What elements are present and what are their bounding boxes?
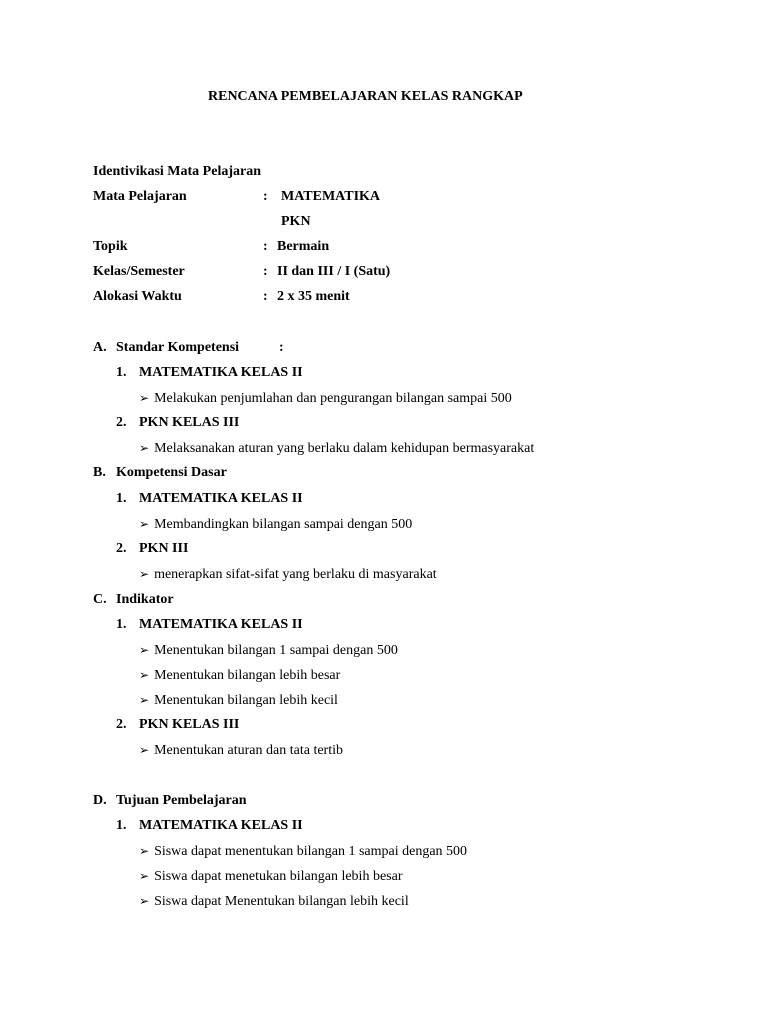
- section-d-marker: D.: [93, 793, 107, 808]
- id-label-mata-pelajaran: Mata Pelajaran: [93, 189, 187, 204]
- section-c-title: Indikator: [116, 592, 174, 607]
- section-c-sub1-title: MATEMATIKA KELAS II: [139, 617, 303, 632]
- section-a-colon: :: [279, 340, 284, 355]
- id-label-alokasi-waktu: Alokasi Waktu: [93, 289, 182, 304]
- section-a-sub2-title: PKN KELAS III: [139, 415, 240, 430]
- list-item-text: Menentukan bilangan lebih besar: [154, 668, 341, 683]
- section-b-sub2-num: 2.: [116, 541, 127, 556]
- section-a-marker: A.: [93, 340, 107, 355]
- section-c-sub1-num: 1.: [116, 617, 127, 632]
- list-item: [139, 565, 437, 584]
- list-item-text: Siswa dapat menetukan bilangan lebih besar: [154, 869, 403, 884]
- list-item: [139, 892, 409, 911]
- list-item: [139, 641, 398, 660]
- list-item: [139, 741, 343, 760]
- list-item-text: Melaksanakan aturan yang berlaku dalam kehidupan bermasyarakat: [154, 441, 535, 456]
- id-label-topik: Topik: [93, 239, 128, 254]
- section-b-sub1-num: 1.: [116, 491, 127, 506]
- id-value-kelas-semester: II dan III / I (Satu): [277, 264, 391, 279]
- section-b-title: Kompetensi Dasar: [116, 465, 227, 480]
- id-label-kelas-semester: Kelas/Semester: [93, 264, 185, 279]
- identification-heading: Identivikasi Mata Pelajaran: [93, 164, 261, 179]
- arrow-bullet-icon: ➢: [139, 693, 150, 707]
- arrow-bullet-icon: ➢: [139, 844, 150, 858]
- arrow-bullet-icon: ➢: [139, 567, 150, 581]
- id-sep: :: [263, 289, 268, 304]
- id-value-topik: Bermain: [277, 239, 330, 254]
- section-a-title: Standar Kompetensi: [116, 340, 240, 355]
- arrow-bullet-icon: ➢: [139, 894, 150, 908]
- arrow-bullet-icon: ➢: [139, 517, 150, 531]
- list-item-text: Membandingkan bilangan sampai dengan 500: [154, 517, 413, 532]
- arrow-bullet-icon: ➢: [139, 743, 150, 757]
- section-c-sub2-num: 2.: [116, 717, 127, 732]
- list-item-text: Siswa dapat menentukan bilangan 1 sampai dengan 500: [154, 844, 468, 859]
- section-d-sub1-title: MATEMATIKA KELAS II: [139, 818, 303, 833]
- list-item-text: menerapkan sifat-sifat yang berlaku di masyarakat: [154, 567, 437, 582]
- id-sep: :: [263, 264, 268, 279]
- list-item-text: Melakukan penjumlahan dan pengurangan bilangan sampai 500: [154, 391, 512, 406]
- section-b-sub2-title: PKN III: [139, 541, 189, 556]
- section-d-sub1-num: 1.: [116, 818, 127, 833]
- list-item: [139, 515, 412, 534]
- arrow-bullet-icon: ➢: [139, 643, 150, 657]
- list-item: [139, 867, 403, 886]
- section-b-sub1-title: MATEMATIKA KELAS II: [139, 491, 303, 506]
- list-item-text: Menentukan aturan dan tata tertib: [154, 743, 343, 758]
- arrow-bullet-icon: ➢: [139, 869, 150, 883]
- section-a-sub2-num: 2.: [116, 415, 127, 430]
- list-item-text: Siswa dapat Menentukan bilangan lebih kecil: [154, 894, 409, 909]
- list-item-text: Menentukan bilangan 1 sampai dengan 500: [154, 643, 398, 658]
- arrow-bullet-icon: ➢: [139, 668, 150, 682]
- id-sep: :: [263, 239, 268, 254]
- list-item: [139, 389, 512, 408]
- list-item: [139, 666, 340, 685]
- section-c-sub2-title: PKN KELAS III: [139, 717, 240, 732]
- document-title: RENCANA PEMBELAJARAN KELAS RANGKAP: [208, 89, 523, 104]
- arrow-bullet-icon: ➢: [139, 441, 150, 455]
- list-item: [139, 842, 467, 861]
- list-item-text: Menentukan bilangan lebih kecil: [154, 693, 338, 708]
- section-a-sub1-num: 1.: [116, 365, 127, 380]
- list-item: [139, 691, 338, 710]
- section-d-title: Tujuan Pembelajaran: [116, 793, 247, 808]
- section-c-marker: C.: [93, 592, 107, 607]
- id-value-mata-pelajaran-2: PKN: [281, 214, 311, 229]
- list-item: [139, 439, 534, 458]
- id-value-mata-pelajaran: MATEMATIKA: [281, 189, 381, 204]
- arrow-bullet-icon: ➢: [139, 391, 150, 405]
- section-b-marker: B.: [93, 465, 106, 480]
- section-a-sub1-title: MATEMATIKA KELAS II: [139, 365, 303, 380]
- id-value-alokasi-waktu: 2 x 35 menit: [277, 289, 350, 304]
- id-sep: :: [263, 189, 268, 204]
